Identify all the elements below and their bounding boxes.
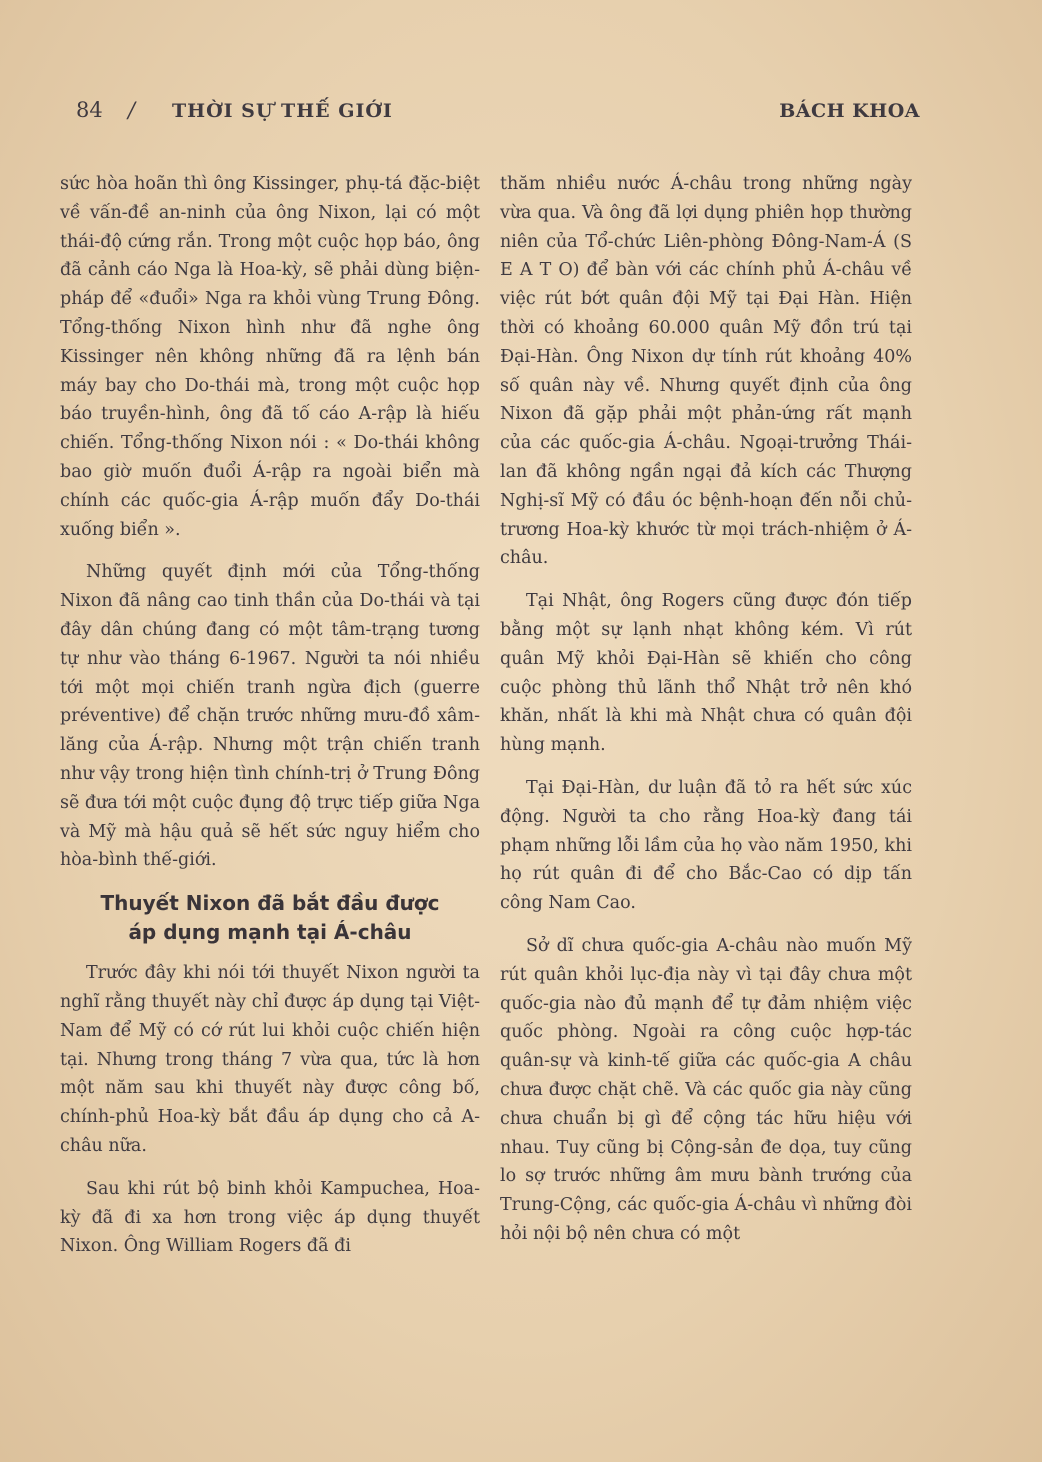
section-title: THỜI SỰ THẾ GIỚI bbox=[172, 100, 393, 122]
right-paragraph-2: Tại Nhật, ông Rogers cũng được đón tiếp bằng một sự lạnh nhạt không kém. Vì rút quân Mỹ khỏi Đại-Hàn sẽ khiến cho công cuộc phòng thủ lãnh thổ Nhật trở nên khó khăn, nhất là khi mà Nhật chưa có quân đội hùng mạnh. bbox=[500, 591, 912, 756]
page-number: 84 bbox=[76, 98, 103, 122]
subheading-line-1: Thuyết Nixon đã bắt đầu được bbox=[100, 891, 440, 916]
subheading-line-2: áp dụng mạnh tại Á-châu bbox=[128, 920, 412, 945]
left-paragraph-4: Sau khi rút bộ binh khỏi Kampuchea, Hoa-kỳ đã đi xa hơn trong việc áp dụng thuyết Nixon. Ông William Rogers đã đi bbox=[60, 1178, 480, 1257]
page-header bbox=[72, 98, 922, 132]
right-paragraph-1: thăm nhiều nước Á-châu trong những ngày vừa qua. Và ông đã lợi dụng phiên họp thường niên của Tổ-chức Liên-phòng Đông-Nam-Á (S E A T O) để bàn với các chính phủ Á-châu về việc rút bớt quân đội Mỹ tại Đại Hàn. Hiện thời có khoảng 60.000 quân Mỹ đồn trú tại Đại-Hàn. Ông Nixon dự tính rút khoảng 40% số quân này về. Nhưng quyết định của ông Nixon đã gặp phải một phản-ứng rất mạnh của các quốc-gia Á-châu. Ngoại-trưởng Thái-lan đã không ngần ngại đả kích các Thượng Nghị-sĩ Mỹ có đầu óc bệnh-hoạn đến nỗi chủ-trương Hoa-kỳ khước từ mọi trách-nhiệm ở Á-châu. bbox=[500, 174, 912, 569]
left-column bbox=[60, 170, 480, 1275]
right-column bbox=[500, 170, 912, 1263]
right-paragraph-3: Tại Đại-Hàn, dư luận đã tỏ ra hết sức xúc động. Người ta cho rằng Hoa-kỳ đang tái phạm những lỗi lầm của họ vào năm 1950, khi họ rút quân đi để cho Bắc-Cao có dịp tấn công Nam Cao. bbox=[500, 777, 912, 914]
left-paragraph-2: Những quyết định mới của Tổng-thống Nixon đã nâng cao tinh thần của Do-thái và tại đây dân chúng đang có một tâm-trạng tương tự như vào tháng 6-1967. Người ta nói nhiều tới một mọi chiến tranh ngừa địch (guerre préventive) để chặn trước những mưu-đồ xâm-lăng của Á-rập. Nhưng một trận chiến tranh như vậy trong hiện tình chính-trị ở Trung Đông sẽ đưa tới một cuộc đụng độ trực tiếp giữa Nga và Mỹ mà hậu quả sẽ hết sức nguy hiểm cho hòa-bình thế-giới. bbox=[60, 562, 480, 871]
left-paragraph-3: Trước đây khi nói tới thuyết Nixon người ta nghĩ rằng thuyết này chỉ được áp dụng tại Việt-Nam để Mỹ có cớ rút lui khỏi cuộc chiến hiện tại. Nhưng trong tháng 7 vừa qua, tức là hơn một năm sau khi thuyết này được công bố, chính-phủ Hoa-kỳ bắt đầu áp dụng cho cả A-châu nữa. bbox=[60, 963, 480, 1156]
magazine-title: BÁCH KHOA bbox=[779, 100, 920, 122]
right-paragraph-4: Sở dĩ chưa quốc-gia A-châu nào muốn Mỹ rút quân khỏi lục-địa này vì tại đây chưa một quốc-gia nào đủ mạnh để tự đảm nhiệm việc quốc phòng. Ngoài ra công cuộc hợp-tác quân-sự và kinh-tế giữa các quốc-gia A châu chưa được chặt chẽ. Và các quốc gia này cũng chưa chuẩn bị gì để cộng tác hữu hiệu với nhau. Tuy cũng bị Cộng-sản đe dọa, tuy cũng lo sợ trước những âm mưu bành trướng của Trung-Cộng, các quốc-gia Á-châu vì những đòi hỏi nội bộ nên chưa có một bbox=[500, 935, 912, 1244]
left-paragraph-1: sức hòa hoãn thì ông Kissinger, phụ-tá đặc-biệt về vấn-đề an-ninh của ông Nixon, lại có một thái-độ cứng rắn. Trong một cuộc họp báo, ông đã cảnh cáo Nga là Hoa-kỳ, sẽ phải dùng biện-pháp để «đuổi» Nga ra khỏi vùng Trung Đông. Tổng-thống Nixon hình như đã nghe ông Kissinger nên không những đã ra lệnh bán máy bay cho Do-thái mà, trong một cuộc họp báo truyền-hình, ông đã tố cáo A-rập là hiếu chiến. Tổng-thống Nixon nói : « Do-thái không bao giờ muốn đuổi Á-rập ra ngoài biển mà chính các quốc-gia Á-rập muốn đẩy Do-thái xuống biển ». bbox=[60, 174, 480, 540]
header-separator: / bbox=[128, 98, 136, 122]
section-subheading bbox=[60, 889, 480, 947]
